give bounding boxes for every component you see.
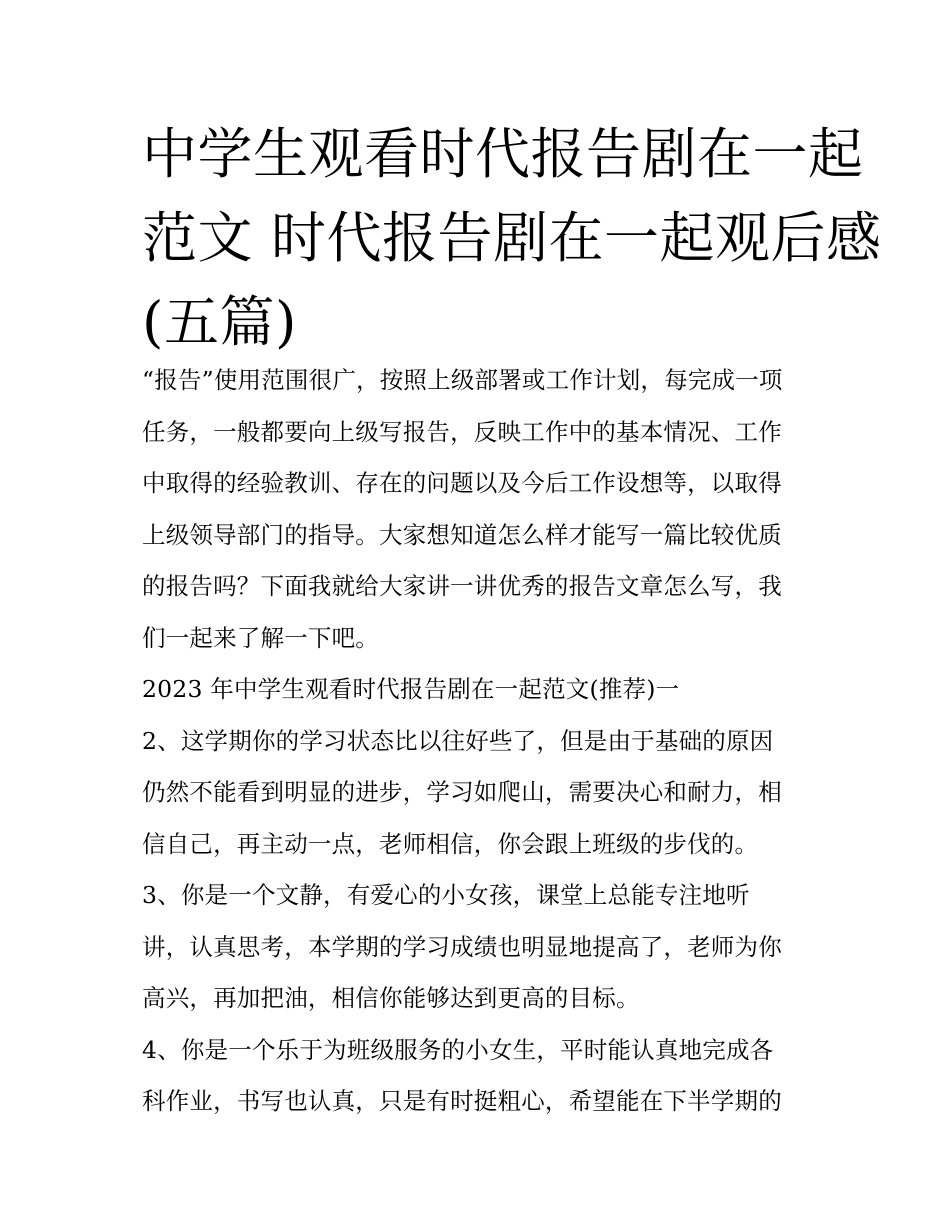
text-line: 的报告吗？下面我就给大家讲一讲优秀的报告文章怎么写，我 [142, 572, 782, 600]
text-line: 高兴，再加把油，相信你能够达到更高的目标。 [142, 984, 640, 1012]
intro-paragraph [142, 355, 818, 664]
comment-paragraph-4 [142, 1025, 818, 1128]
text-line: “报告”使用范围很广，按照上级部署或工作计划，每完成一项 [142, 366, 783, 394]
comment-paragraph-3 [142, 870, 818, 1025]
text-line: 上级领导部门的指导。大家想知道怎么样才能写一篇比较优质 [142, 520, 782, 549]
title-line: 范文 时代报告剧在一起观后感 [142, 206, 882, 270]
document-title [142, 112, 882, 364]
title-line: (五篇) [142, 290, 297, 354]
text-line: 们一起来了解一下吧。 [142, 623, 379, 652]
text-line: 仍然不能看到明显的进步，学习如爬山，需要决心和耐力，相 [142, 778, 782, 806]
text-line: 2、这学期你的学习状态比以往好些了，但是由于基础的原因 [142, 726, 774, 755]
document-body [142, 355, 818, 1128]
text-line: 4、你是一个乐于为班级服务的小女生，平时能认真地完成各 [142, 1035, 774, 1064]
text-line: 科作业，书写也认真，只是有时挺粗心，希望能在下半学期的 [142, 1087, 782, 1115]
text-line: 讲，认真思考，本学期的学习成绩也明显地提高了，老师为你 [142, 932, 782, 961]
title-line: 中学生观看时代报告剧在一起 [142, 122, 864, 186]
text-line: 2023 年中学生观看时代报告剧在一起范文(推荐)一 [142, 675, 680, 703]
text-line: 信自己，再主动一点，老师相信，你会跟上班级的步伐的。 [142, 829, 759, 858]
text-line: 3、你是一个文静，有爱心的小女孩，课堂上总能专注地听 [142, 881, 750, 909]
comment-paragraph-2 [142, 716, 818, 871]
section-heading [142, 664, 818, 716]
text-line: 任务，一般都要向上级写报告，反映工作中的基本情况、工作 [142, 417, 782, 446]
text-line: 中取得的经验教训、存在的问题以及今后工作设想等，以取得 [142, 469, 782, 497]
